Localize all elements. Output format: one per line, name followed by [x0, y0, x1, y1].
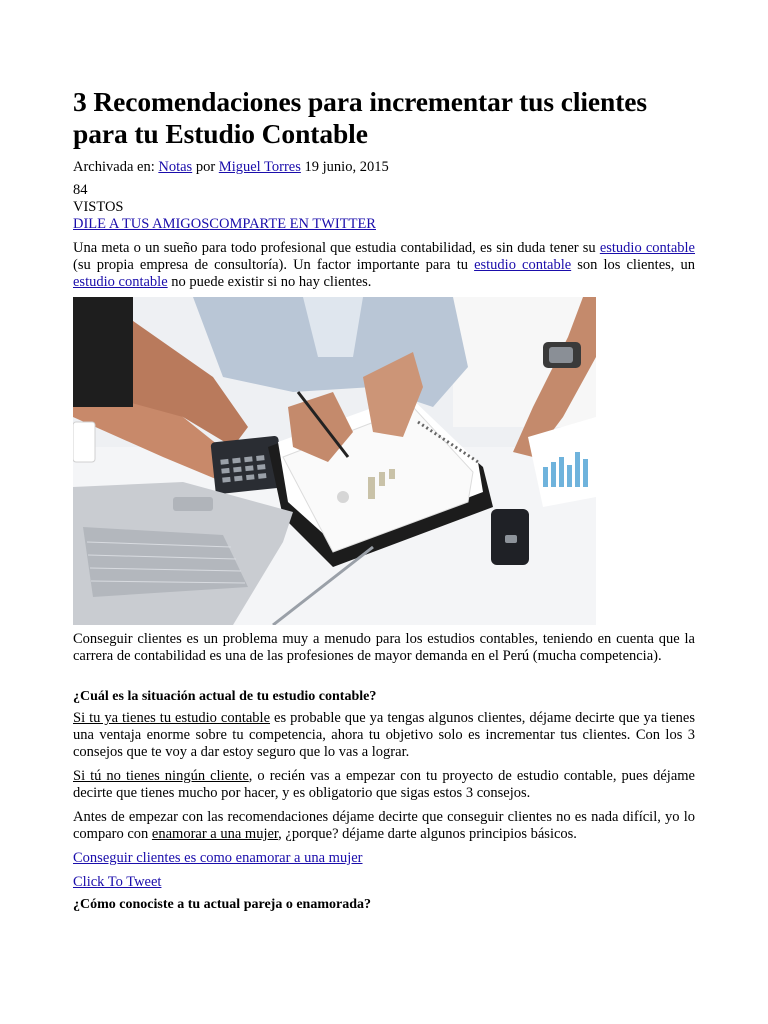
principles-text-a: Antes de empezar con las recomendaciones déjame decirte que conseguir clientes no es nada difícil, yo lo comparo con [73, 809, 695, 842]
situation-heading: ¿Cuál es la situación actual de tu estudio contable? [73, 689, 377, 704]
views-label: VISTOS [73, 199, 124, 215]
tweet-quote-row [73, 850, 695, 867]
article-meta [73, 158, 695, 176]
existing-clients-underlined: Si tu ya tienes tu estudio contable [73, 710, 271, 726]
no-clients-underlined: Si tú no tienes ningún cliente [73, 768, 249, 784]
post-date: 19 junio, 2015 [300, 159, 389, 175]
archived-label: Archivada en: [73, 159, 159, 175]
article-photo [73, 297, 596, 625]
views-count: 84 [73, 182, 88, 198]
competition-paragraph: Conseguir clientes es un problema muy a menudo para los estudios contables, teniendo en cuenta que la carrera de contabilidad es una de las profesiones de mayor demanda en el Perú (mucha competencia). [73, 631, 695, 664]
estudio-contable-link-2[interactable]: estudio contable [474, 257, 572, 273]
principles-paragraph [73, 809, 695, 843]
article-title: 3 Recomendaciones para incrementar tus clientes para tu Estudio Contable [73, 86, 647, 149]
tweet-quote-link[interactable]: Conseguir clientes es como enamorar a una mujer [73, 850, 363, 866]
intro-text-b: (su propia empresa de consultoría). Un factor importante para tu [73, 257, 475, 273]
intro-text-d: no puede existir si no hay clientes. [167, 274, 372, 290]
estudio-contable-link-3[interactable]: estudio contable [73, 274, 168, 290]
partner-heading: ¿Cómo conociste a tu actual pareja o enamorada? [73, 897, 371, 912]
intro-text-a: Una meta o un sueño para todo profesional que estudia contabilidad, es sin duda tener su [73, 240, 600, 256]
no-clients-paragraph [73, 768, 695, 802]
intro-paragraph [73, 240, 695, 291]
share-twitter-link[interactable]: COMPARTE EN TWITTER [209, 216, 376, 232]
author-link[interactable]: Miguel Torres [218, 159, 301, 175]
enamorar-underlined: enamorar a una mujer [151, 826, 279, 842]
existing-clients-text: es probable que ya tengas algunos clientes, déjame decirte que ya tienes una ventaja enorme sobre tu competencia, ahora tu objetivo solo es incrementar tus clientes. Con los 3 consejos que te voy a dar estoy seguro que lo vas a lograr. [73, 710, 695, 760]
category-link[interactable]: Notas [158, 159, 193, 175]
share-links [73, 216, 695, 233]
click-to-tweet-row [73, 874, 695, 891]
estudio-contable-link-1[interactable]: estudio contable [599, 240, 695, 256]
principles-text-b: , ¿porque? déjame darte algunos principios básicos. [278, 826, 577, 842]
existing-clients-paragraph [73, 710, 695, 761]
by-label: por [192, 159, 219, 175]
view-stats [73, 182, 695, 216]
share-friends-link[interactable]: DILE A TUS AMIGOS [73, 216, 210, 232]
office-meeting-illustration [73, 297, 596, 625]
no-clients-text: , o recién vas a empezar con tu proyecto de estudio contable, pues déjame decirte que tienes mucho por hacer, y es obligatorio que sigas estos 3 consejos. [73, 768, 695, 801]
intro-text-c: son los clientes, un [571, 257, 695, 273]
click-to-tweet-link[interactable]: Click To Tweet [73, 874, 162, 890]
